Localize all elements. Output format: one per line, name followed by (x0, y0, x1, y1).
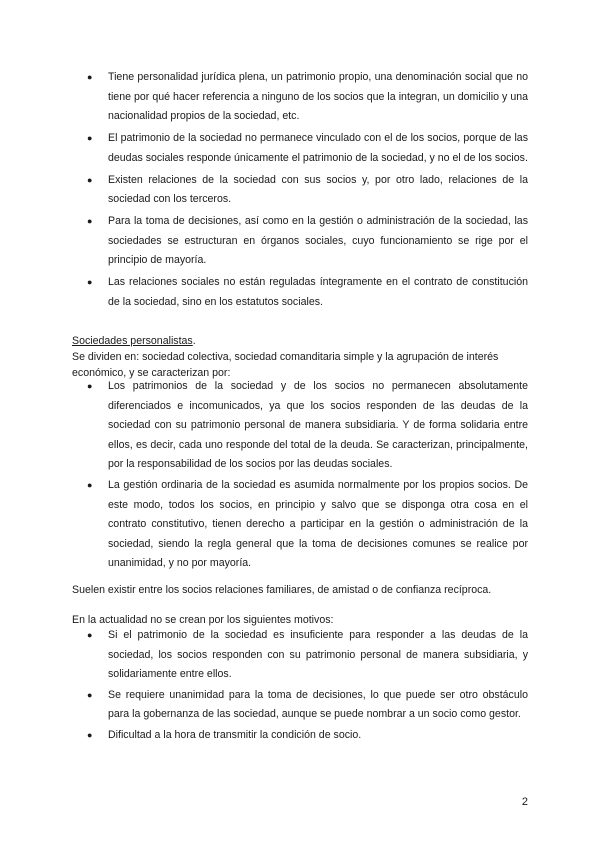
list-item: ● Las relaciones sociales no están reguladas íntegramente en el contrato de constitución de la sociedad, sino en los estatutos sociales. (72, 273, 528, 312)
list-item: ● El patrimonio de la sociedad no permanece vinculado con el de los socios, porque de las deudas sociales responde únicamente el patrimonio de la sociedad, y no el de los socios. (72, 129, 528, 168)
list-item: ● Tiene personalidad jurídica plena, un patrimonio propio, una denominación social que no tiene por qué hacer referencia a ninguno de los socios que la integran, un domicilio y una nacionalidad propios de la sociedad, etc. (72, 68, 528, 127)
section-heading (72, 333, 528, 349)
list-item: ● Se requiere unanimidad para la toma de decisiones, lo que puede ser otro obstáculo para la gobernanza de las sociedad, aunque se puede nombrar a un socio como gestor. (72, 686, 528, 725)
characteristics-list (72, 377, 528, 575)
motives-list (72, 626, 528, 747)
list-item: ● Existen relaciones de la sociedad con sus socios y, por otro lado, relaciones de la sociedad con los terceros. (72, 171, 528, 210)
page-number: 2 (521, 796, 528, 808)
list-item: ● La gestión ordinaria de la sociedad es asumida normalmente por los propios socios. De este modo, todos los socios, en principio y salvo que se disponga otra cosa en el contrato constitutivo, tienen derecho a participar en la gestión o administración de la sociedad, siendo la regla general que la toma de decisiones comunes se realice por unanimidad, y no por mayoría. (72, 476, 528, 574)
relations-paragraph: Suelen existir entre los socios relaciones familiares, de amistad o de confianza recíproca. (72, 584, 492, 596)
section-heading-text: Sociedades personalistas (72, 335, 193, 347)
list-item: ● Los patrimonios de la sociedad y de los socios no permanecen absolutamente diferenciados e incomunicados, ya que los socios responden de las deudas de la sociedad con su patrimonio personal de manera subsidiaria. Y de forma solidaria entre ellos, es decir, cada uno responde del total de la deuda. Se caracterizan, principalmente, por la responsabilidad de los socios por las deudas sociales. (72, 377, 528, 475)
list-item: ● Dificultad a la hora de transmitir la condición de socio. (72, 726, 528, 746)
motives-intro: En la actualidad no se crean por los siguientes motivos: (72, 614, 334, 626)
section-intro: Se dividen en: sociedad colectiva, sociedad comanditaria simple y la agrupación de interés económico, y se caracterizan por: (72, 351, 499, 379)
list-item: ● Para la toma de decisiones, así como en la gestión o administración de la sociedad, las sociedades se estructuran en órganos sociales, cuyo funcionamiento se rige por el principio de mayoría. (72, 212, 528, 271)
section-heading-punct: . (192, 335, 196, 347)
list-item: ● Si el patrimonio de la sociedad es insuficiente para responder a las deudas de la sociedad, los socios responden con su patrimonio personal de manera subsidiaria, y solidariamente entre ellos. (72, 626, 528, 685)
features-list (72, 68, 528, 314)
